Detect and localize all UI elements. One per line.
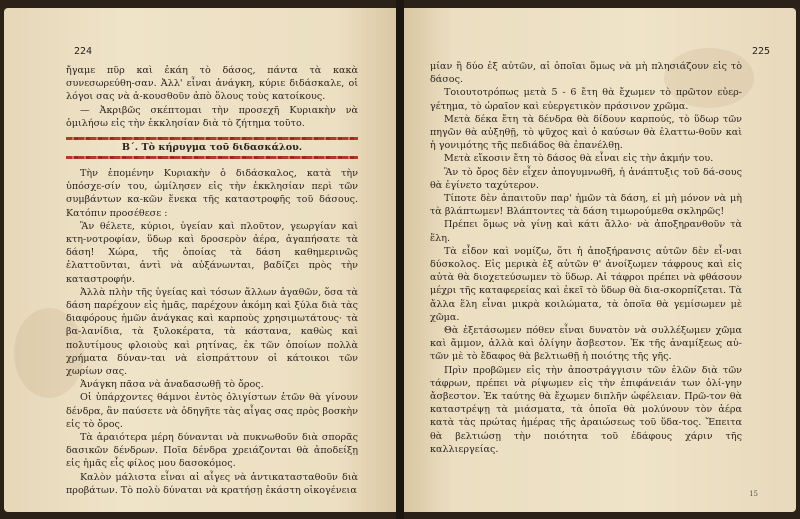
- section-heading: Β΄. Τὸ κήρυγμα τοῦ διδασκάλου.: [121, 142, 303, 154]
- paragraph: Καλὸν μάλιστα εἶναι αἱ αἶγες νὰ ἀντικατασταθοῦν διὰ προβάτων. Τὸ πολὺ δύναται νὰ κρατήσῃ ἑκάστη οἰκογένεια: [66, 471, 358, 496]
- paragraph: Τὴν ἐπομένην Κυριακὴν ὁ διδάσκαλος, κατὰ τὴν ὑπόσχε-σίν του, ὡμίλησεν εἰς τὴν ἐκκλησίαν περὶ τῶν συμβάντων κα-κῶν ἕνεκα τῆς καταστροφῆς τοῦ δάσους. Κατόπιν προσέθεσε :: [66, 168, 358, 219]
- paragraph: Τὰ εἶδον καὶ νομίζω, ὅτι ἡ ἀποξήρανσις αὐτῶν δὲν εἶ-ναι δύσκολος. Εἰς μερικὰ ἐξ αὐτῶν θ' ἀνοίξωμεν τάφρους καὶ εἰς αὐτὰ θὰ διοχετεύσωμεν τὸ ὕδωρ. Αἱ τάφροι πρέπει νὰ φθάσουν μέχρι τῆς καταφερείας καὶ ἐκεῖ τὸ ὕδωρ θὰ δια-σκορπίζεται. Τὰ ἄλλα ἕλη εἶναι μικρὰ κοιλώματα, τὰ ὁποῖα θὰ γεμίσωμεν μὲ χῶμα.: [430, 245, 742, 323]
- paragraph: Πρὶν προβῶμεν εἰς τὴν ἀποστράγγισιν τῶν ἑλῶν διὰ τῶν τάφρων, πρέπει νὰ ρίψωμεν εἰς τὴν ἐπιφάνειάν των ὀλί-γην ἄσβεστον. Ἐκ ταύτης θὰ ἔχωμεν διπλῆν ὠφέλειαν. Πρῶ-τον θὰ καταστρέψῃ τὰ μιάσματα, τὰ ὁποῖα θὰ μολύνουν τὸν ἀέρα κατὰ τὰς πρώτας ἡμέρας τῆς ἀραιώσεως τοῦ ὕδα-τος. Ἔπειτα θὰ βελτιώσῃ τὴν ποιότητα τοῦ ἐδάφους χάριν τῆς καλλιεργείας.: [430, 364, 742, 455]
- paragraph: Μετὰ δέκα ἔτη τὰ δένδρα θὰ δίδουν καρπούς, τὸ ὕδωρ τῶν πηγῶν θὰ αὐξηθῇ, τὸ ψῦχος καὶ ὁ καύσων θὰ ἐλαττω-θοῦν καὶ ἡ γονιμότης τῆς πεδιάδος θὰ ἐπανέλθῃ.: [430, 113, 742, 152]
- paragraph: Θὰ ἐξετάσωμεν πόθεν εἶναι δυνατὸν νὰ συλλέξωμεν χῶμα καὶ ἄμμον, ἀλλὰ καὶ ὀλίγην ἄσβεστον. Ἐκ τῆς ἀναμίξεως αὐ-τῶν μὲ τὸ ἔδαφος θὰ βελτιωθῇ ἡ ποιότης τῆς γῆς.: [430, 325, 742, 363]
- section-heading-block: [66, 137, 358, 161]
- paragraph: Ἂν τὸ ὄρος δὲν εἶχεν ἀπογυμνωθῆ, ἡ ἀνάπτυξις τοῦ δά-σους θὰ ἐγίνετο ταχύτερον.: [430, 166, 742, 191]
- paragraph: Μετὰ εἴκοσιν ἔτη τὸ δάσος θὰ εἶναι εἰς τὴν ἀκμήν του.: [444, 153, 714, 165]
- ornamental-rule: [66, 156, 358, 159]
- signature-mark: 15: [749, 490, 758, 498]
- paragraph: Τοιουτοτρόπως μετὰ 5 - 6 ἔτη θὰ ἔχωμεν τὸ πρῶτον εὐερ-γέτημα, τὸ ὡραῖον καὶ εὐεργετικὸν πράσινον χρῶμα.: [430, 87, 742, 112]
- paragraph: μίαν ἢ δύο ἐξ αὐτῶν, αἱ ὁποῖαι ὅμως νὰ μὴ πλησιάζουν εἰς τὸ δάσος.: [430, 61, 742, 86]
- paragraph: Οἱ ὑπάρχοντες θάμνοι ἐντὸς ὀλιγίστων ἐτῶν θὰ γίνουν δένδρα, ἂν παύσετε νὰ ὁδηγῆτε τὰς αἶγας σας πρὸς βοσκὴν εἰς τὸ ὄρος.: [66, 392, 358, 430]
- paragraph: Πρέπει ὅμως νὰ γίνῃ καὶ κάτι ἄλλο· νὰ ἀποξηρανθοῦν τὰ ἕλη.: [430, 219, 742, 244]
- book-spine: [396, 0, 404, 519]
- right-page-text: [430, 60, 742, 456]
- page-number: 224: [74, 46, 93, 57]
- paragraph: ἤγαμε πῦρ καὶ ἐκάη τὸ δάσος, πάντα τὰ κακὰ συνεσωρεύθη-σαν. Ἀλλ' εἶναι ἀνάγκη, κύριε διδάσκαλε, οἱ λόγοι σας νὰ ἀ-κουσθοῦν ἀπὸ ὅλους τοὺς κατοίκους.: [66, 65, 358, 103]
- paragraph: Ἀνάγκη πᾶσα νὰ ἀναδασωθῇ τὸ ὄρος.: [80, 379, 264, 391]
- paragraph: Ἀλλὰ πλὴν τῆς ὑγείας καὶ τόσων ἄλλων ἀγαθῶν, ὅσα τὰ δάση παρέχουν εἰς ἡμᾶς, παρέχουν ἀκόμη καὶ ξύλα διὰ τὰς διαφόρους ἡμῶν ἀνάγκας καὶ καρποὺς χρησιμωτάτους· τὰ βα-λανίδια, τὰ ξυλοκέρατα, τὰ κάστανα, καθὼς καὶ πολυτίμους φλοιοὺς καὶ ρητίνας, ἐκ τῶν ὁποίων πολλὰ χρήματα δύναν-ται νὰ εἰσπράττουν οἱ κάτοικοι τῶν χωρίων σας.: [66, 286, 358, 378]
- left-page-text: [66, 64, 358, 497]
- paragraph: Τίποτε δὲν ἀπαιτοῦν παρ' ἡμῶν τὰ δάση, εἰ μὴ μόνον νὰ μὴ τὰ βλάπτωμεν! Βλάπτοντες τὰ δάση τιμωρούμεθα σκληρῶς!: [430, 193, 742, 218]
- paragraph: — Ἀκριβῶς σκέπτομαι τὴν προσεχῆ Κυριακὴν νὰ ὁμιλήσω εἰς τὴν ἐκκλησίαν διὰ τὸ ζήτημα τοῦτο.: [66, 104, 358, 129]
- right-page: [404, 8, 796, 512]
- paragraph: Ἂν θέλετε, κύριοι, ὑγείαν καὶ πλοῦτον, γεωργίαν καὶ κτη-νοτροφίαν, ὕδωρ καὶ δροσερὸν ἀέρα, ἀγαπήσατε τὰ δάση! Χώρα, τῆς ὁποίας τὰ δάση καθημερινῶς ἐλαττοῦνται, ἀντὶ νὰ αὐξάνωνται, βαδίζει πρὸς τὴν καταστροφήν.: [66, 220, 358, 285]
- left-page: [4, 8, 396, 512]
- paragraph: Τὰ ἀραιότερα μέρη δύνανται νὰ πυκνωθοῦν διὰ σπορᾶς δασικῶν δένδρων. Ποῖα δένδρα χρειάζονται θὰ ἀποδείξῃ εἰς ἡμᾶς εἷς φίλος μου δασοκόμος.: [66, 432, 358, 470]
- page-number: 225: [751, 46, 770, 57]
